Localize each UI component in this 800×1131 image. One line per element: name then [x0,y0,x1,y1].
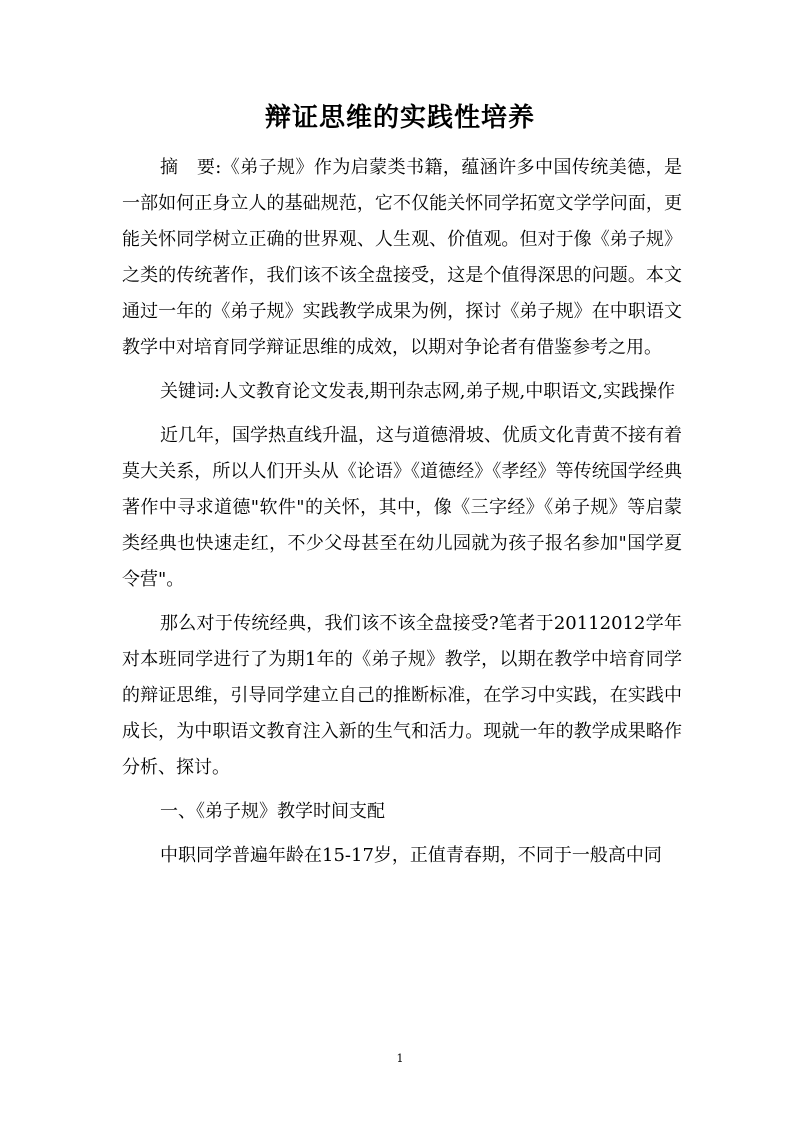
section-paragraph: 中职同学普遍年龄在15-17岁，正值青春期，不同于一般高中同 [160,845,662,866]
intro-paragraph: 近几年，国学热直线升温，这与道德滑坡、优质文化青黄不接有着莫大关系，所以人们开头从《论语》《道德经》《孝经》等传统国学经典著作中寻求道德"软件"的关怀，其中，像《三字经》《弟子规》等启蒙类经典也快速走红，不少父母甚至在幼儿园就为孩子报名参加"国学夏令营"。 [122,425,682,590]
page-number: 1 [396,1052,404,1065]
document-body [122,150,682,882]
keywords-paragraph: 关键词:人文教育论文发表,期刊杂志网,弟子规,中职语文,实践操作 [160,381,675,402]
section-heading: 一、《弟子规》教学时间支配 [160,801,385,822]
abstract-paragraph: 摘 要:《弟子规》作为启蒙类书籍，蕴涵许多中国传统美德，是一部如何正身立人的基础规范，它不仅能关怀同学拓宽文学学问面，更能关怀同学树立正确的世界观、人生观、价值观。但对于像《弟子规》之类的传统著作，我们该不该全盘接受，这是个值得深思的问题。本文通过一年的《弟子规》实践教学成果为例，探讨《弟子规》在中职语文教学中对培育同学辩证思维的成效，以期对争论者有借鉴参考之用。 [122,157,682,358]
document-title: 辩证思维的实践性培养 [264,103,535,133]
question-paragraph: 那么对于传统经典，我们该不该全盘接受?笔者于20112012学年对本班同学进行了为期1年的《弟子规》教学，以期在教学中培育同学的辩证思维，引导同学建立自己的推断标准，在学习中实践，在实践中成长，为中职语文教育注入新的生气和活力。现就一年的教学成果略作分析、探讨。 [122,613,682,778]
